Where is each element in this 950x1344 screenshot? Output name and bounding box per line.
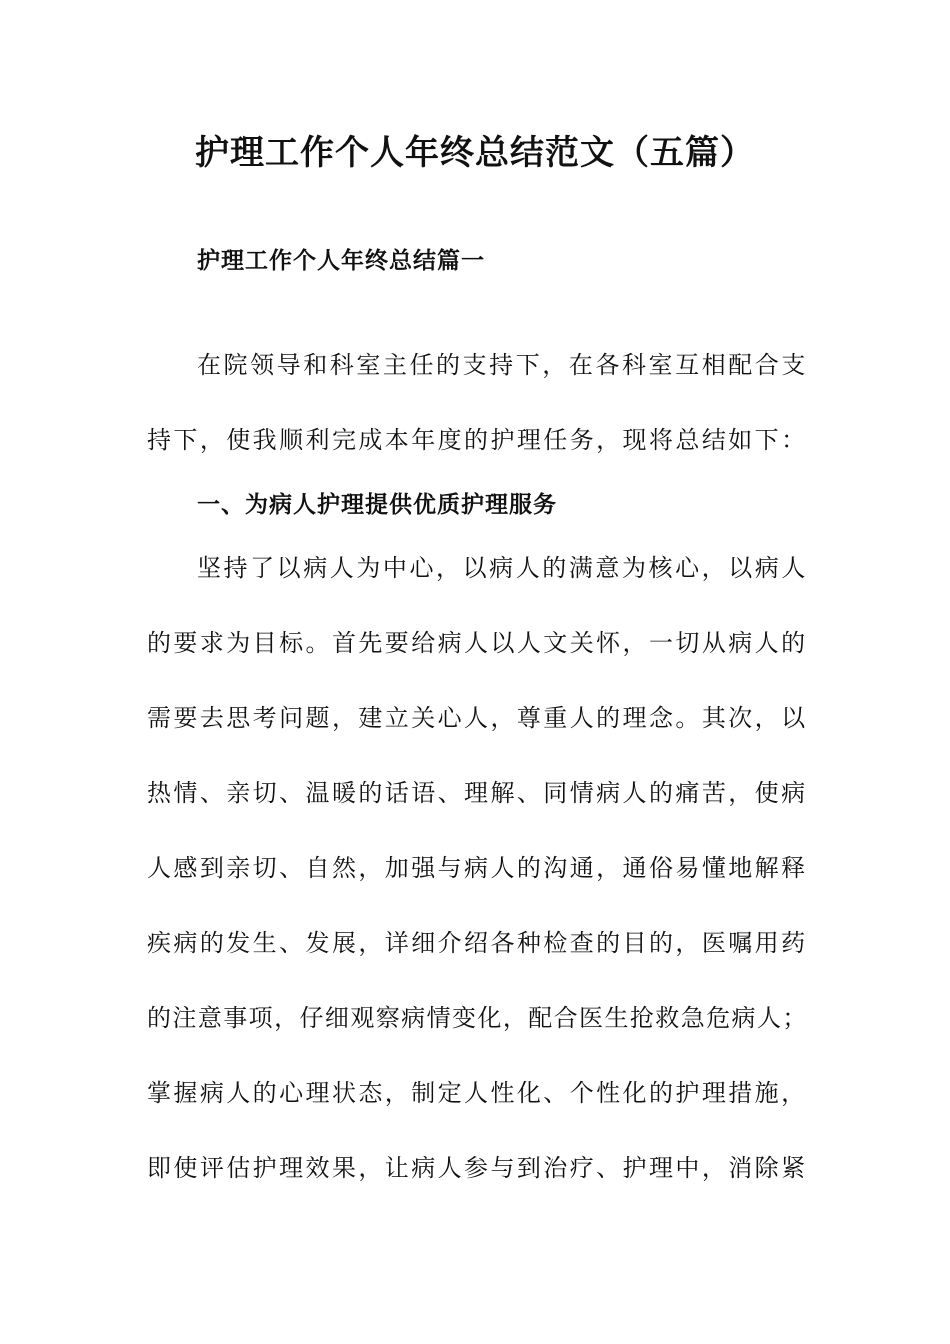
- paragraph-line: 的注意事项，仔细观察病情变化，配合医生抢救急危病人；: [147, 1004, 808, 1032]
- paragraph-line: 掌握病人的心理状态，制定人性化、个性化的护理措施，: [147, 1079, 808, 1107]
- paragraph-line: 热情、亲切、温暖的话语、理解、同情病人的痛苦，使病: [147, 779, 808, 807]
- paragraph-line: 持下，使我顺利完成本年度的护理任务，现将总结如下：: [147, 426, 808, 454]
- paragraph-line: 的要求为目标。首先要给病人以人文关怀，一切从病人的: [147, 629, 808, 657]
- paragraph-line: 即使评估护理效果，让病人参与到治疗、护理中，消除紧: [147, 1154, 808, 1182]
- paragraph-line: 疾病的发生、发展，详细介绍各种检查的目的，医嘱用药: [147, 929, 808, 957]
- paragraph-line: 需要去思考问题，建立关心人，尊重人的理念。其次，以: [147, 704, 808, 732]
- paragraph-line: 人感到亲切、自然，加强与病人的沟通，通俗易懂地解释: [147, 854, 808, 882]
- document-title: 护理工作个人年终总结范文（五篇）: [195, 133, 755, 173]
- paragraph-line: 在院领导和科室主任的支持下，在各科室互相配合支: [197, 351, 808, 379]
- paragraph-line: 坚持了以病人为中心，以病人的满意为核心，以病人: [197, 554, 808, 582]
- section-heading: 一、为病人护理提供优质护理服务: [197, 492, 557, 518]
- article-heading: 护理工作个人年终总结篇一: [197, 248, 485, 274]
